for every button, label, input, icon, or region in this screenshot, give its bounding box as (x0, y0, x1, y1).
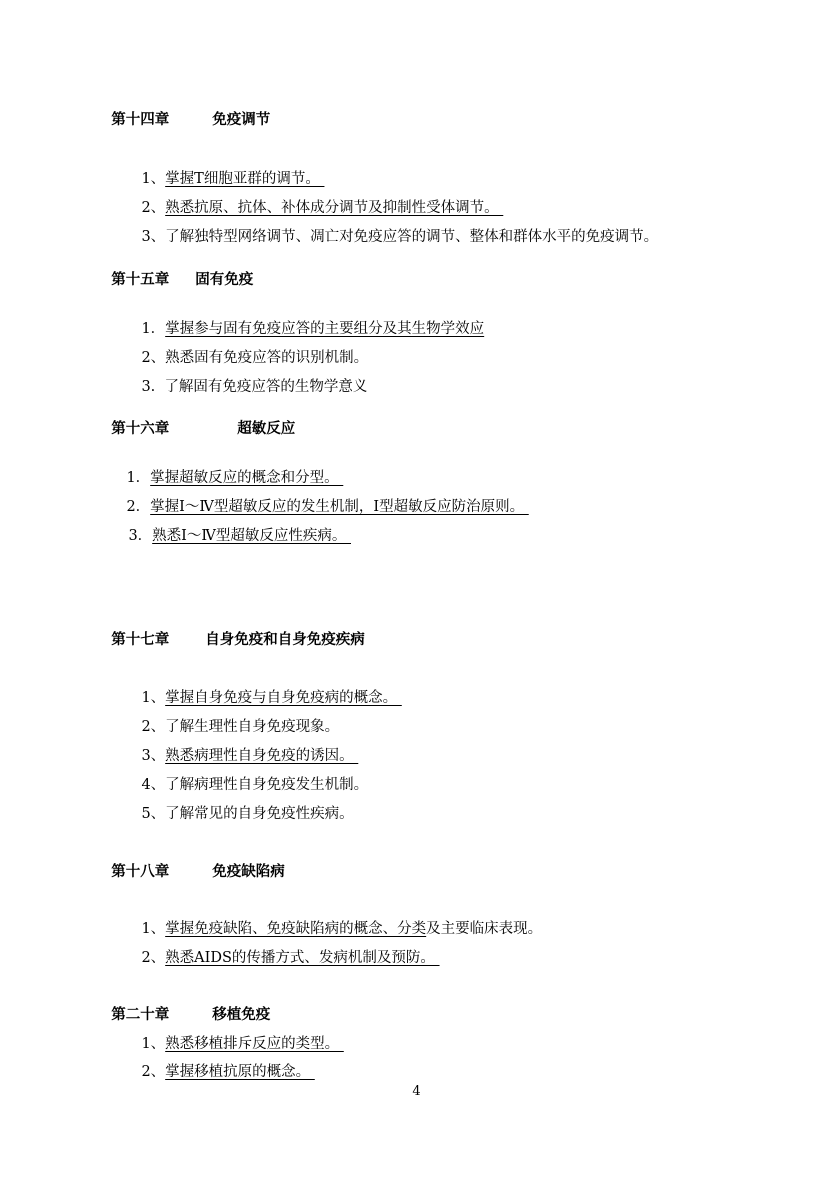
chapter-number: 第十六章 (111, 421, 170, 437)
chapter-heading (91, 93, 270, 147)
item-number: 2、 (141, 719, 166, 735)
page-number: 4 (412, 1084, 421, 1099)
chapter-heading (91, 845, 285, 899)
item-underlined-text: 掌握免疫缺陷、免疫缺陷病的概念、分类 (165, 921, 427, 937)
item-underlined-text: 掌握自身免疫与自身免疫病的概念。 (165, 690, 402, 706)
item-number: 1、 (141, 1036, 166, 1052)
item-underlined-text: 熟悉Ⅰ～Ⅳ型超敏反应性疾病。 (152, 528, 351, 544)
chapter-title: 超敏反应 (237, 421, 296, 437)
list-item (110, 509, 351, 563)
chapter-title: 移植免疫 (212, 1007, 271, 1023)
item-text: 及主要临床表现。 (426, 921, 543, 937)
list-item (123, 931, 440, 985)
chapter-number: 第十七章 (111, 632, 170, 648)
chapter-number: 第十五章 (111, 272, 170, 288)
chapter-title: 免疫缺陷病 (212, 864, 285, 880)
item-number: 3． (128, 528, 153, 544)
item-underlined-text: 掌握Ⅰ～Ⅳ型超敏反应的发生机制，Ⅰ型超敏反应防治原则。 (150, 499, 529, 515)
chapter-number: 第二十章 (111, 1007, 170, 1023)
chapter-title: 自身免疫和自身免疫疾病 (205, 632, 365, 648)
list-item (123, 787, 354, 841)
item-underlined-text: 熟悉抗原、抗体、补体成分调节及抑制性受体调节。 (165, 200, 504, 216)
chapter-heading (91, 253, 253, 307)
item-text: 了解生理性自身免疫现象。 (165, 719, 340, 735)
item-underlined-text: 掌握T细胞亚群的调节。 (165, 171, 325, 187)
item-number: 2、 (141, 950, 166, 966)
item-text: 了解常见的自身免疫性疾病。 (165, 806, 354, 822)
item-underlined-text: 掌握移植抗原的概念。 (165, 1064, 315, 1080)
item-number: 2、 (141, 1064, 166, 1080)
item-underlined-text: 熟悉AIDS的传播方式、发病机制及预防。 (165, 950, 440, 966)
item-number: 1、 (141, 921, 166, 937)
item-text: 了解固有免疫应答的生物学意义 (164, 379, 368, 395)
item-number: 2． (126, 499, 151, 515)
item-number: 3、 (141, 229, 166, 245)
chapter-title: 免疫调节 (212, 112, 271, 128)
item-text: 熟悉固有免疫应答的识别机制。 (165, 350, 369, 366)
item-number: 1、 (141, 171, 166, 187)
item-number: 5、 (141, 806, 166, 822)
item-number: 3、 (141, 748, 166, 764)
item-text: 了解病理性自身免疫发生机制。 (165, 777, 369, 793)
item-number: 2、 (141, 200, 166, 216)
item-text: 了解独特型网络调节、凋亡对免疫应答的调节、整体和群体水平的免疫调节。 (165, 229, 659, 245)
item-number: 1． (141, 321, 166, 337)
chapter-number: 第十八章 (111, 864, 170, 880)
item-underlined-text: 掌握参与固有免疫应答的主要组分及其生物学效应 (165, 321, 485, 337)
item-underlined-text: 熟悉移植排斥反应的类型。 (165, 1036, 344, 1052)
chapter-title: 固有免疫 (195, 272, 254, 288)
item-number: 3. (141, 379, 156, 395)
item-underlined-text: 掌握超敏反应的概念和分型。 (150, 470, 344, 486)
chapter-heading (91, 402, 295, 456)
chapter-heading (91, 613, 365, 667)
item-number: 1、 (141, 690, 166, 706)
item-number: 4、 (141, 777, 166, 793)
item-number: 2、 (141, 350, 166, 366)
item-underlined-text: 熟悉病理性自身免疫的诱因。 (165, 748, 359, 764)
item-number: 1． (126, 470, 151, 486)
chapter-number: 第十四章 (111, 112, 170, 128)
